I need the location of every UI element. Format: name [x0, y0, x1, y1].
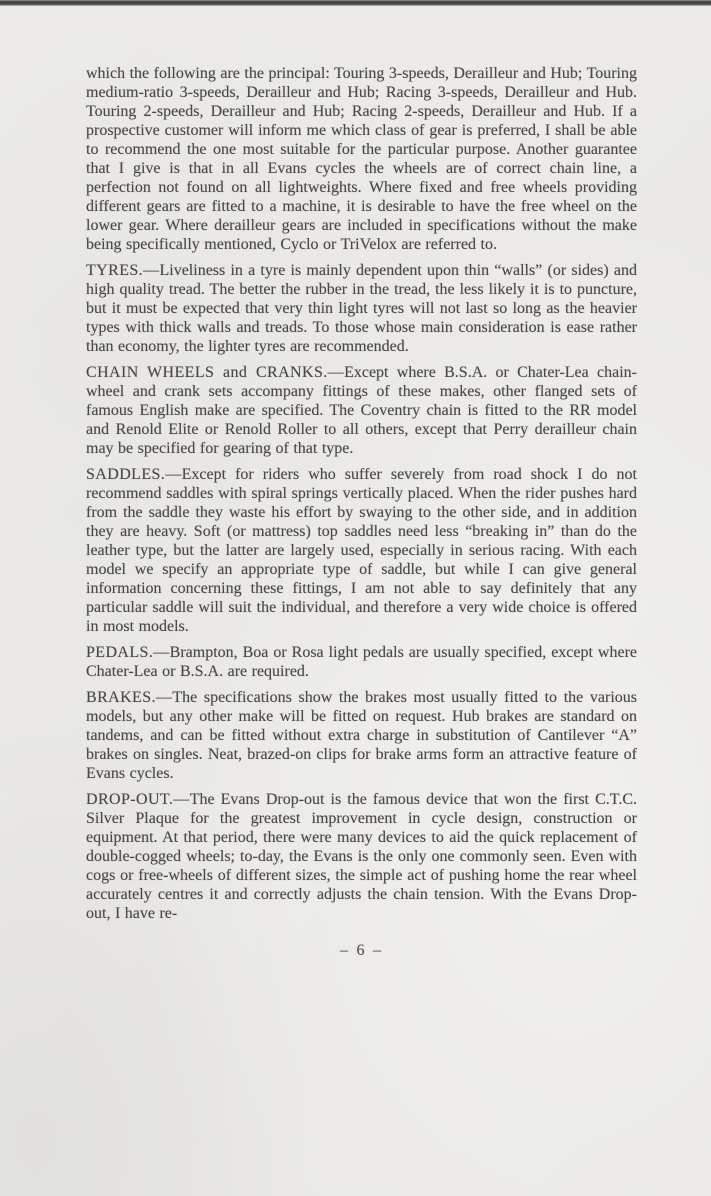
text-column — [86, 64, 637, 960]
paragraph-drop-out — [86, 790, 637, 923]
paragraph-text: Except for riders who suffer severely from road shock I do not recommend saddles with spiral springs vertically placed. When the rider pushes hard from the saddle they waste his effort by swaying to the other side, and in addition they are heavy. Soft (or mattress) top saddles need less “breaking in” than do the leather type, but the latter are largely used, especially in serious racing. With each model we specify an appropriate type of saddle, but while I can give general information concerning these fittings, I am not able to say definitely that any particular saddle will suit the individual, and therefore a very wide choice is offered in most models. — [86, 466, 637, 635]
paragraph-chain-wheels — [86, 363, 637, 458]
section-heading-brakes: BRAKES.— — [86, 689, 173, 706]
section-heading-chain-wheels: CHAIN WHEELS and CRANKS.— — [86, 364, 345, 381]
paragraph-tyres — [86, 261, 637, 356]
scan-edge-artifact-top — [0, 0, 711, 6]
paragraph-brakes — [86, 688, 637, 783]
section-heading-drop-out: DROP-OUT.— — [86, 791, 190, 808]
paragraph-continuation — [86, 64, 637, 254]
paragraph-text: Except where B.S.A. or Chater-Lea chain-wheel and crank sets accompany fittings of these makes, other flanged sets of famous English make are specified. The Coventry chain is fitted to the RR model and Renold Elite or Renold Roller to all others, except that Perry derailleur chain may be specified for gearing of that type. — [86, 364, 637, 457]
page-number: – 6 – — [340, 942, 383, 959]
section-heading-tyres: TYRES.— — [86, 262, 160, 279]
paragraph-text: The specifications show the brakes most usually fitted to the various models, but any other make will be fitted on request. Hub brakes are standard on tandems, and can be fitted without extra charge in substitution of Cantilever “A” brakes on singles. Neat, brazed-on clips for brake arms form an attractive feature of Evans cycles. — [86, 689, 637, 782]
paragraph-pedals — [86, 643, 637, 681]
paragraph-text: Brampton, Boa or Rosa light pedals are usually specified, except where Chater-Lea or B.S.A. are required. — [86, 644, 637, 680]
section-heading-pedals: PEDALS.— — [86, 644, 170, 661]
paragraph-text: which the following are the principal: Touring 3-speeds, Derailleur and Hub; Touring medium-ratio 3-speeds, Derailleur and Hub; Racing 3-speeds, Derailleur and Hub. Touring 2-speeds, Derailleur and Hub; Racing 2-speeds, Derailleur and Hub. If a prospective customer will inform me which class of gear is preferred, I shall be able to recommend the one most suitable for the particular purpose. Another guarantee that I give is that in all Evans cycles the wheels are of correct chain line, a perfection not found on all lightweights. Where fixed and free wheels providing different gears are fitted to a machine, it is desirable to have the free wheel on the lower gear. Where derailleur gears are included in specifications without the make being specifically mentioned, Cyclo or TriVelox are referred to. — [86, 65, 637, 253]
paragraph-text: The Evans Drop-out is the famous device that won the first C.T.C. Silver Plaque for the greatest improvement in cycle design, construction or equipment. At that period, there were many devices to aid the quick replacement of double-cogged wheels; to-day, the Evans is the only one commonly seen. Even with cogs or free-wheels of different sizes, the simple act of pushing home the rear wheel accurately centres it and correctly adjusts the chain tension. With the Evans Drop-out, I have re- — [86, 791, 637, 922]
paragraph-saddles — [86, 465, 637, 636]
section-heading-saddles: SADDLES.— — [86, 466, 182, 483]
paragraph-text: Liveliness in a tyre is mainly dependent upon thin “walls” (or sides) and high quality tread. The better the rubber in the tread, the less likely it is to puncture, but it must be expected that very thin light tyres will not last so long as the heavier types with thick walls and treads. To those whose main consideration is ease rather than economy, the lighter tyres are recommended. — [86, 262, 637, 355]
